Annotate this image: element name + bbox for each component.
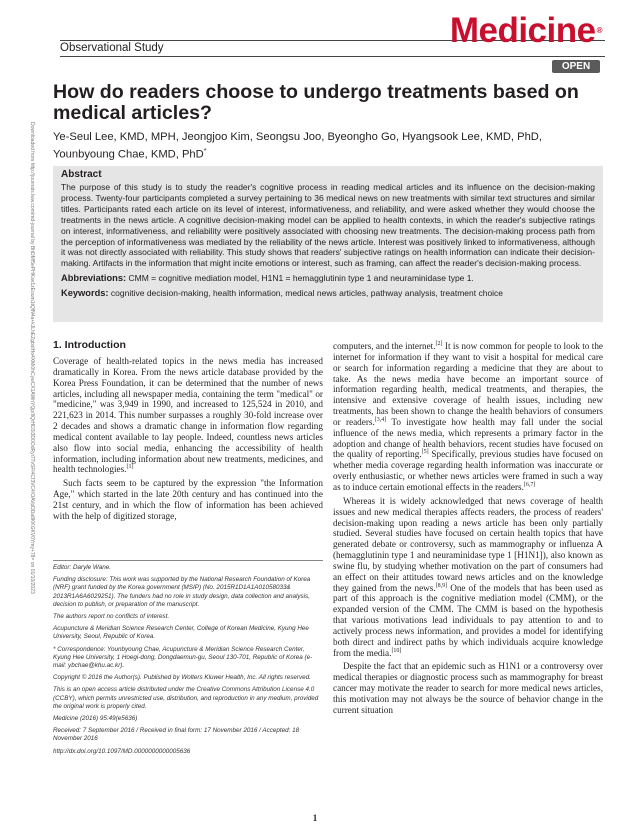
conflict-note: The authors report no conflicts of interest. [53,613,170,621]
intro-paragraph-4 [333,496,603,659]
citation-ref[interactable]: [3,4] [374,416,387,423]
keywords-text: cognitive decision-making, health information, medical news articles, pathway analysis, treatment choice [110,288,504,299]
copyright-note: Copyright © 2016 the Author(s). Published by Wolters Kluwer Health, Inc. All rights reserved. [53,674,311,682]
citation-ref[interactable]: [1] [126,464,134,471]
citation-ref[interactable]: [5] [421,449,429,456]
intro-paragraph-2: Such facts seem to be captured by the expression "the Information Age," which started in the late 20th century and has continued into the 21st century, and in which the flow of information has been achieved with the help of digitized storage, [53,478,323,521]
abbreviations-label: Abbreviations: [61,273,127,284]
introduction-heading: 1. Introduction [53,339,126,351]
paragraph-text: One of the models that has been used as part of this approach is the cognitive mediation model (CMM), or the expanded version of the CMM. The CMM is based on the hypothesis that various motivations lead individuals to pay attention to and to actively process news information, and provides a model for identifying both direct and indirect paths by which individuals acquire knowledge from the media. [333,582,603,658]
corresponding-author-mark: * [203,147,207,155]
affiliation-note: Acupuncture & Meridian Science Research Center, College of Korean Medicine, Kyung Hee University, Seoul, Republic of Korea. [53,625,309,641]
download-watermark-text: Downloaded from http://journals.lww.com/md-journal by BhDMf5ePHKav1zEoum1tQfN4a+kJLhEZgbsIHo4XMi0hCywCX1AWnYQp/IlQrHD3i3D0OdRyi7TvSFl4Cf3VC4/OAVpDDa8KKGKV0Ymy+78= on 01/10/2023 [29,122,35,594]
right-column [333,341,603,716]
registered-mark: ® [596,26,602,35]
author-list [53,130,593,162]
editor-note: Editor: Daryle Wane. [53,564,111,571]
paragraph-text: It is now common for people to look to the internet for information if they want to visit a hospital for medical care or search for information regarding a medicine that they are about to take. As the news media have become an important source of information regarding health, medical treatments, and therapies, the intensive and extensive coverage of health issues, including new treatments, has been shown to change the health behaviors of consumers or readers. [333,341,603,427]
intro-paragraph-1 [53,356,323,475]
journal-logo [450,12,602,50]
abstract-body: The purpose of this study is to study the reader's cognitive process in reading medical articles and its influence on the decision-making process. Twenty-four participants completed a survey pertaining to 36 medical news on new treatments with similar text structures and similar titles. Participants rated each article on its level of interest, informativeness, and reliability, and were asked whether they would choose the treatments in the news article. A cognitive decision-making model can be applied to health contexts, in which the reader's subjective ratings on interest, informativeness, and reliability were positively associated with choosing new treatments. The decision-making process path from the perception of informativeness was mediated by the reliability of the news article. Interest was positively linked to informativeness, although it was not directly associated with reliability. This study shows that readers' subjective ratings on health information can indicate their decision-making. Artifacts in the information that might incite emotions or interest, such as framing, can affect the reader's decision-making process. [61,182,595,269]
author-names: Ye-Seul Lee, KMD, MPH, Jeongjoo Kim, Seongsu Joo, Byeongho Go, Hyangsook Lee, KMD, PhD, Younbyoung Chae, KMD, PhD [53,131,542,161]
correspondence-note: * Correspondence: Younbyoung Chae, Acupuncture & Meridian Science Research Center, Kyung Hee University, 1 Hoegi-dong, Dongdaemun-gu, Seoul 130-701, Republic of Korea (e-mail: ybchae@khu.ac.kr). [53,645,313,670]
citation-ref[interactable]: [2] [435,340,443,347]
doi-link[interactable]: http://dx.doi.org/10.1097/MD.0000000000005636 [53,747,191,755]
footnotes [53,560,323,760]
paragraph-text: Specifically, previous studies have focused on whether media coverage regarding health information was inaccurate or overly enthusiastic, or whether news articles were framed in such a way as to induce certain emotional effects in the readers. [333,449,604,492]
citation-note: Medicine (2016) 95:49(e5636) [53,715,138,723]
funding-note: Funding disclosure: This work was supported by the National Research Foundation of Korea (NRF) grant funded by the Korea government (MSIP) (No. 2015R1D1A1A01058033& 2013R1A6A6029251). The funders had no role in study design, data collection and analysis, decision to publish, or preparation of the manuscript. [53,576,311,608]
citation-ref[interactable]: [6,7] [523,481,536,488]
journal-logo-text: Medicine [449,11,596,50]
abbreviations-text: CMM = cognitive mediation model, H1N1 = hemagglutinin type 1 and neuraminidase type 1. [128,273,474,284]
section-label: Observational Study [60,40,605,57]
keywords-label: Keywords: [61,288,109,299]
intro-paragraph-3 [333,341,603,493]
paragraph-text: Whereas it is widely acknowledged that news coverage of health issues and new medical therapies affects readers, the process of readers' decision-making upon reading a news article has been only partially studied. Several studies have focused on certain health topics that have generated debate or controversy, such as mammography or influenza A (hemagglutinin type 1 and neuraminidase type 1 [H1N1]), also known as swine flu, by studying whether motivation on the part of consumers had an effect on their attitudes toward news articles and on the knowledge they gained from the news. [333,495,603,593]
article-title: How do readers choose to undergo treatments based on medical articles? [53,81,579,124]
abstract-heading: Abstract [61,169,102,180]
abbreviations-line [61,273,595,284]
license-note: This is an open access article distributed under the Creative Commons Attribution License 4.0 (CCBY), which permits unrestricted use, distribution, and reproduction in any medium, provided the original work is properly cited. [53,686,319,710]
paragraph-text: Coverage of health-related topics in the news media has increased dramatically in Korea. From the news article database provided by the Korea Press Foundation, it can be determined that the number of news articles, including all newspaper media, containing the term "medical" or "medicine," was 3,949 in 1990, and increased to 125,524 in 2010, and 221,623 in 2014. This number surpasses a roughly 30-fold increase over 2 decades and shows a dramatic change in information flow regarding medical content available to lay people. Indeed, countless news articles also flow into social media, enhancing the accessibility of health information, including information about new treatments, medicines, and health technologies. [53,356,323,475]
paragraph-text: computers, and the internet. [333,341,436,351]
dates-note: Received: 7 September 2016 / Received in final form: 17 November 2016 / Accepted: 18 November 2016 [53,727,300,743]
open-access-badge: OPEN [552,60,600,73]
download-watermark [24,122,35,594]
paragraph-text: To investigate how health may fall under the social influence of the news media, which represents a primary factor in the adoption and change of health behaviors, recent studies have focused on the quality of reporting. [333,416,603,460]
left-column [53,356,323,522]
keywords-line [61,288,595,299]
citation-ref[interactable]: [8,9] [435,582,448,589]
intro-paragraph-5: Despite the fact that an epidemic such as H1N1 or a controversy over medical therapies or diagnostic process such as mammography for breast cancer may motivate the reader to search for more medical news articles, this motivation may not always be the source of behavior change in the current situation [333,661,603,715]
page-number: 1 [312,813,318,823]
citation-ref[interactable]: [10] [391,647,402,654]
abstract-box [53,166,603,322]
